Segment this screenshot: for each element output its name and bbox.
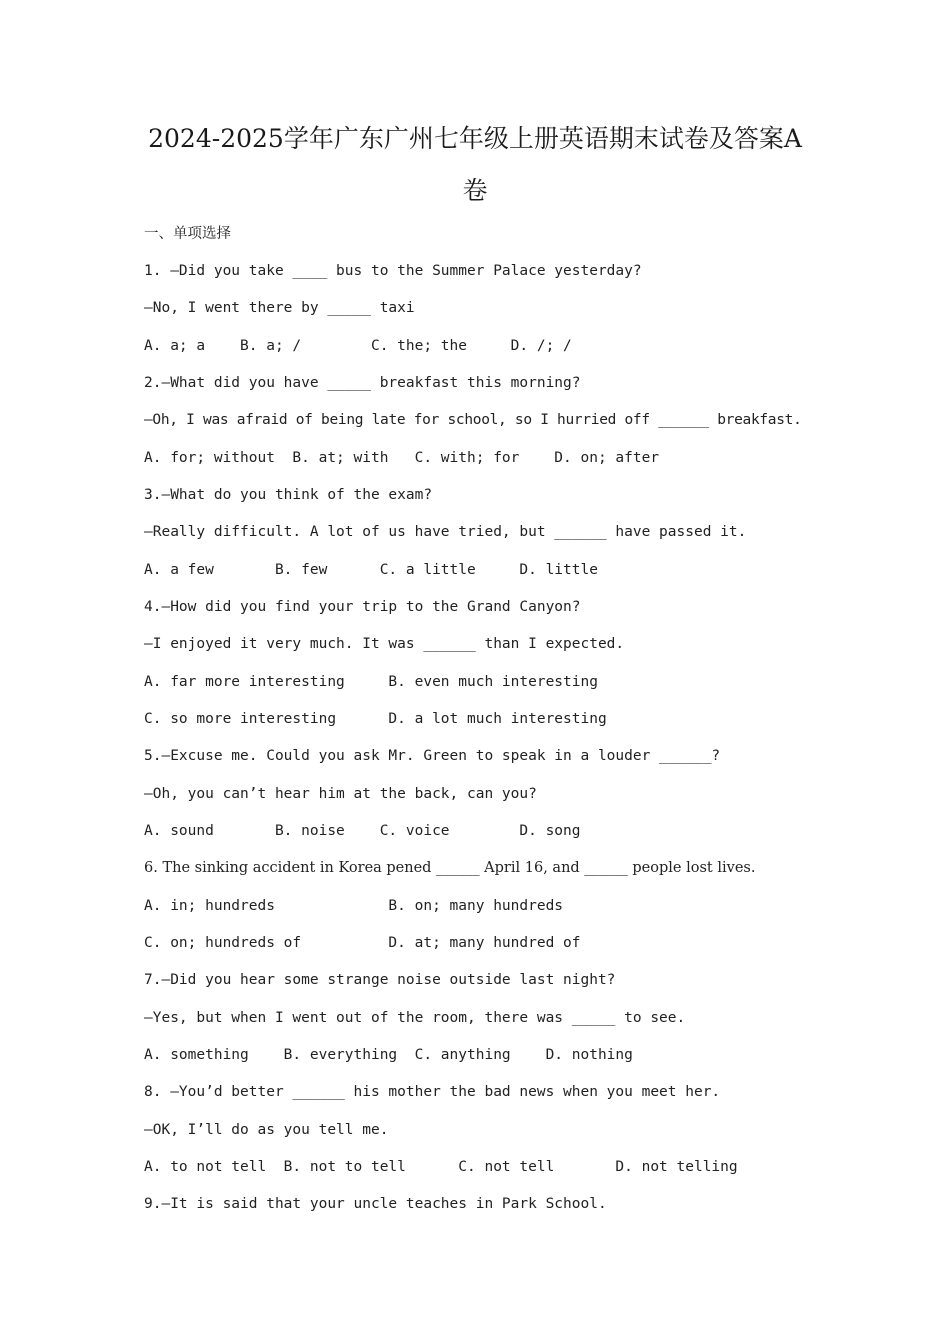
question-6-prompt: 6. The sinking accident in Korea pened ______ April 16, and ______ people lost lives. bbox=[144, 860, 756, 876]
question-5-reply: —Oh, you can’t hear him at the back, can you? bbox=[144, 786, 537, 802]
question-3-reply: —Really difficult. A lot of us have tried, but ______ have passed it. bbox=[144, 524, 747, 540]
question-2-reply: —Oh, I was afraid of being late for school, so I hurried off ______ breakfast. bbox=[144, 412, 802, 428]
question-4-options-cd: C. so more interesting D. a lot much interesting bbox=[144, 711, 607, 727]
question-8-options: A. to not tell B. not to tell C. not tell D. not telling bbox=[144, 1159, 738, 1175]
question-8-prompt: 8. —You’d better ______ his mother the bad news when you meet her. bbox=[144, 1084, 721, 1100]
question-1-reply: —No, I went there by _____ taxi bbox=[144, 300, 415, 316]
question-5-prompt: 5.—Excuse me. Could you ask Mr. Green to speak in a louder ______? bbox=[144, 748, 721, 764]
question-9-prompt: 9.—It is said that your uncle teaches in Park School. bbox=[144, 1196, 607, 1212]
question-4-reply: —I enjoyed it very much. It was ______ than I expected. bbox=[144, 636, 625, 652]
question-2-options: A. for; without B. at; with C. with; for D. on; after bbox=[144, 450, 660, 466]
question-5-options: A. sound B. noise C. voice D. song bbox=[144, 823, 581, 839]
document-title-line-2: 卷 bbox=[462, 176, 488, 205]
document-title-line-1: 2024-2025学年广东广州七年级上册英语期末试卷及答案A bbox=[148, 124, 802, 153]
question-6-options-cd: C. on; hundreds of D. at; many hundred of bbox=[144, 935, 581, 951]
question-4-options-ab: A. far more interesting B. even much interesting bbox=[144, 674, 598, 690]
question-4-prompt: 4.—How did you find your trip to the Grand Canyon? bbox=[144, 599, 581, 615]
question-6-options-ab: A. in; hundreds B. on; many hundreds bbox=[144, 898, 564, 914]
question-7-prompt: 7.—Did you hear some strange noise outside last night? bbox=[144, 972, 616, 988]
question-1-prompt: 1. —Did you take ____ bus to the Summer Palace yesterday? bbox=[144, 263, 642, 279]
question-8-reply: —OK, I’ll do as you tell me. bbox=[144, 1122, 389, 1138]
section-heading: 一、单项选择 bbox=[144, 226, 231, 242]
question-3-prompt: 3.—What do you think of the exam? bbox=[144, 487, 433, 503]
question-7-options: A. something B. everything C. anything D. nothing bbox=[144, 1047, 633, 1063]
question-2-prompt: 2.—What did you have _____ breakfast this morning? bbox=[144, 375, 581, 391]
question-3-options: A. a few B. few C. a little D. little bbox=[144, 562, 598, 578]
question-7-reply: —Yes, but when I went out of the room, there was _____ to see. bbox=[144, 1010, 686, 1026]
question-1-options: A. a; a B. a; / C. the; the D. /; / bbox=[144, 338, 572, 354]
